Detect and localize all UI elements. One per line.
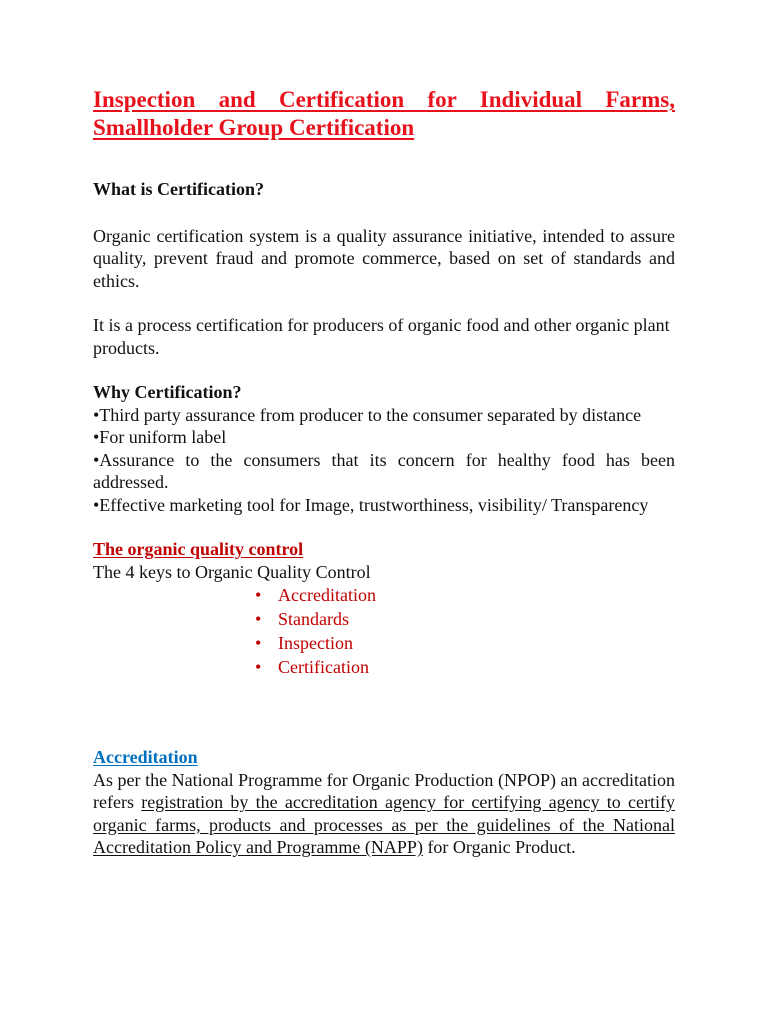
accreditation-heading [93,746,675,769]
list-item [255,583,675,607]
what-is-certification-heading: What is Certification? [93,179,264,199]
why-point-uniform-label: •For uniform label [93,427,227,447]
bullet-icon: • [255,609,262,629]
quality-control-heading [93,538,675,561]
key-label: Accreditation [278,585,376,605]
document-title: Inspection and Certification for Individual Farms, Smallholder Group Certification [93,87,675,140]
key-label: Inspection [278,633,353,653]
why-point-consumer-assurance: •Assurance to the consumers that its concern for healthy food has been addressed. [93,449,675,492]
document-page [93,86,675,859]
accreditation-text-intro: As per the National Programme for Organic Production (NPOP) an accreditation refers [93,769,675,812]
list-item [255,631,675,655]
process-certification-paragraph: It is a process certification for producers of organic food and other organic plant products. [93,315,670,358]
key-label: Standards [278,609,349,629]
why-point-marketing-tool: •Effective marketing tool for Image, trustworthiness, visibility/ Transparency [93,494,649,515]
accreditation-paragraph [93,769,675,859]
list-item [255,607,675,631]
list-item [255,655,675,679]
key-label: Certification [278,657,369,677]
bullet-icon: • [255,585,262,605]
quality-control-intro: The 4 keys to Organic Quality Control [93,561,371,582]
quality-control-heading-text: The organic quality control [93,539,304,559]
bullet-icon: • [255,657,262,677]
bullet-icon: • [255,633,262,653]
quality-keys-list [93,583,675,679]
certification-definition-paragraph: Organic certification system is a quality assurance initiative, intended to assure quality, prevent fraud and promote commerce, based on set of standards and ethics. [93,225,675,291]
accreditation-text-underlined: registration by the accreditation agency for certifying agency to certify organic farms, products and processes as per the guidelines of the National Accreditation Policy and Programme (NAPP) [93,792,676,857]
why-point-third-party: •Third party assurance from producer to the consumer separated by distance [93,404,642,425]
accreditation-heading-text: Accreditation [93,747,198,767]
accreditation-text-end: for Organic Product. [422,837,576,857]
why-certification-heading: Why Certification? [93,382,242,402]
